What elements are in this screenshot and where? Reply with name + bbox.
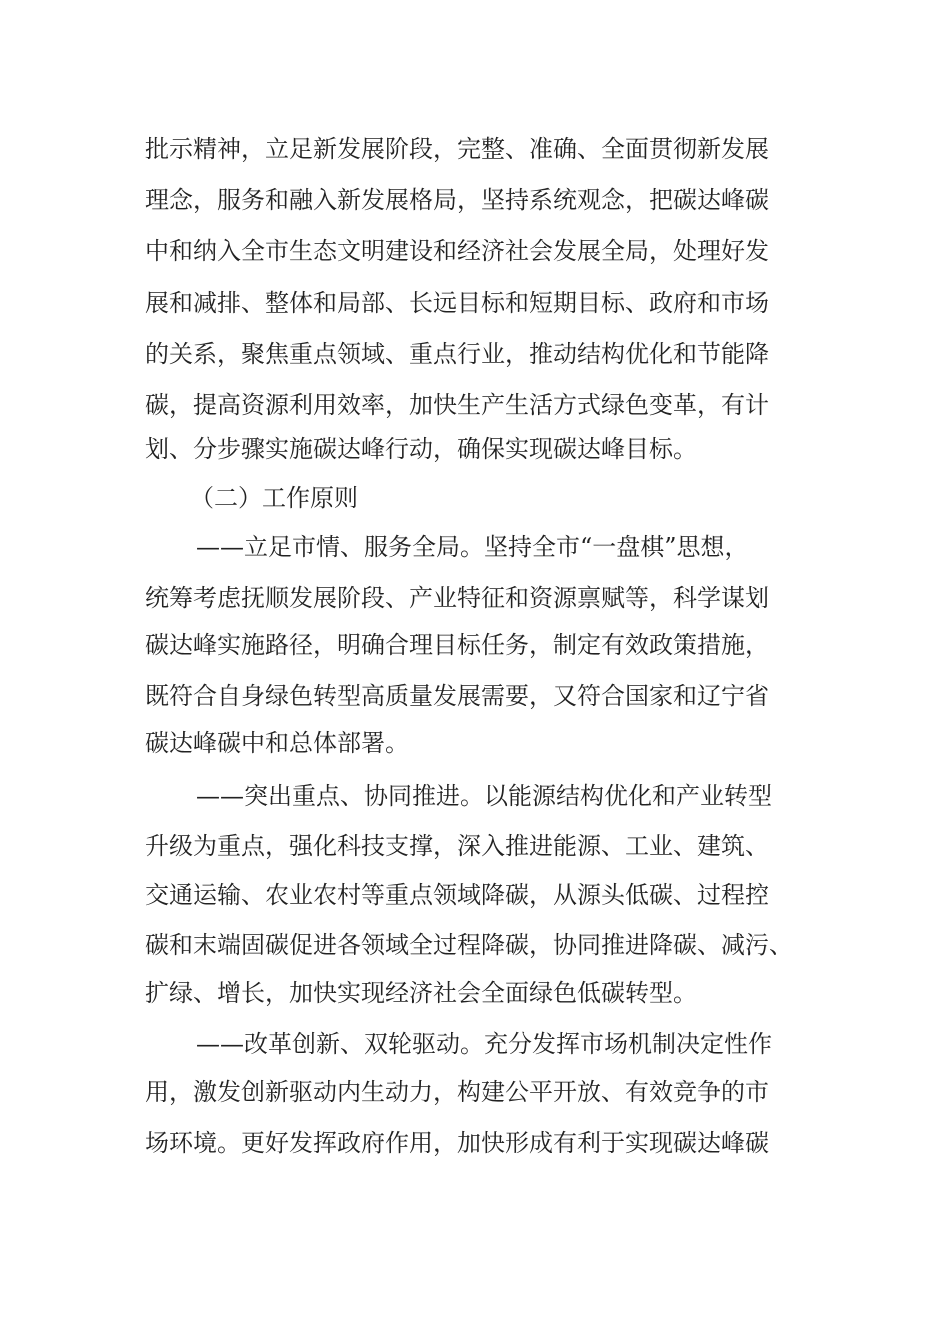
text-line: 划、分步骤实施碳达峰行动，确保实现碳达峰目标。 [145, 435, 697, 463]
principle-title-line: ——立足市情、服务全局。坚持全市“一盘棋”思想， [196, 533, 749, 561]
text-line: 展和减排、整体和局部、长远目标和短期目标、政府和市场 [145, 289, 769, 317]
principle-title-line: ——改革创新、双轮驱动。充分发挥市场机制决定性作 [196, 1030, 772, 1058]
text-line: 碳达峰实施路径，明确合理目标任务，制定有效政策措施， [145, 631, 769, 659]
text-line: 碳达峰碳中和总体部署。 [145, 729, 409, 757]
text-line: 理念，服务和融入新发展格局，坚持系统观念，把碳达峰碳 [145, 186, 769, 214]
text-line: 升级为重点，强化科技支撑，深入推进能源、工业、建筑、 [145, 832, 769, 860]
text-line: 碳和末端固碳促进各领域全过程降碳，协同推进降碳、减污、 [145, 931, 793, 959]
text-line: 批示精神，立足新发展阶段，完整、准确、全面贯彻新发展 [145, 135, 769, 163]
text-line: 的关系，聚焦重点领域、重点行业，推动结构优化和节能降 [145, 340, 769, 368]
section-heading: （二）工作原则 [190, 484, 358, 512]
text-line: 中和纳入全市生态文明建设和经济社会发展全局，处理好发 [145, 237, 769, 265]
principle-title-line: ——突出重点、协同推进。以能源结构优化和产业转型 [196, 782, 772, 810]
text-line: 用，激发创新驱动内生动力，构建公平开放、有效竞争的市 [145, 1078, 769, 1106]
text-line: 扩绿、增长，加快实现经济社会全面绿色低碳转型。 [145, 979, 697, 1007]
text-line: 交通运输、农业农村等重点领域降碳，从源头低碳、过程控 [145, 881, 769, 909]
text-line: 碳，提高资源利用效率，加快生产生活方式绿色变革，有计 [145, 391, 769, 419]
text-line: 场环境。更好发挥政府作用，加快形成有利于实现碳达峰碳 [145, 1129, 769, 1157]
text-line: 统筹考虑抚顺发展阶段、产业特征和资源禀赋等，科学谋划 [145, 584, 769, 612]
text-line: 既符合自身绿色转型高质量发展需要，又符合国家和辽宁省 [145, 682, 769, 710]
